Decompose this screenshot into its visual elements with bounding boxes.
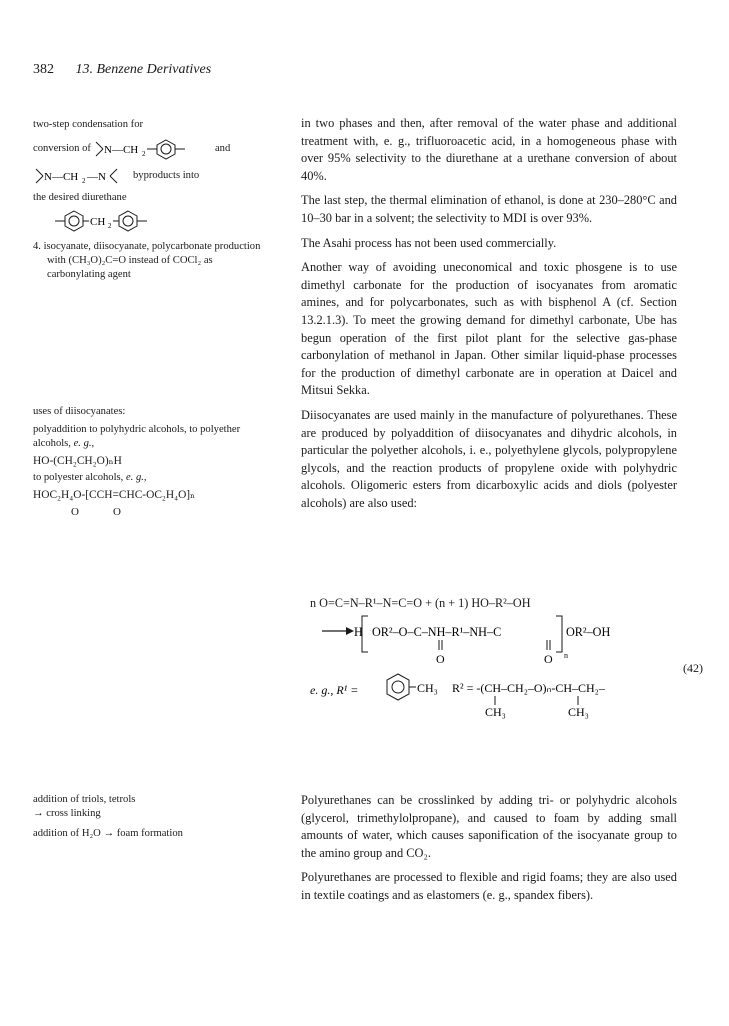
uses-line2	[33, 471, 251, 485]
foam-line: addition of H₂O → foam formation	[33, 828, 183, 839]
carbonyl-o-left: O	[436, 652, 445, 666]
sidenote-uses	[33, 405, 251, 519]
crosslink-line1: addition of triols, tetrols	[33, 794, 136, 805]
main-text-lower	[301, 792, 677, 912]
paragraph-asahi: The Asahi process has not been used commercially.	[301, 235, 557, 250]
scheme-structures	[310, 590, 710, 790]
conversion-label: conversion of	[33, 143, 91, 154]
r2-ch3-b: CH₃	[568, 705, 589, 719]
page-header	[33, 62, 211, 78]
desired-label: the desired diurethane	[33, 192, 127, 203]
r2-ch3-a: CH₃	[485, 705, 506, 719]
paragraph-two-phases: in two phases and then, after removal of the water phase and additional treatment with, e. g., trifluoroacetic acid, in a homogeneous phase with over 95% selectivity to the diurethane at a urethane conversion of about 40%.	[301, 116, 677, 183]
carbonyl-o-2: O	[113, 506, 121, 518]
svg-text:N—CH: N—CH	[44, 171, 79, 183]
sidenote-intro: two-step condensation for	[33, 119, 144, 130]
byproducts-label: byproducts into	[133, 170, 200, 181]
n-ch2-benzene-structure	[93, 137, 213, 161]
uses-eg: e. g.,	[73, 438, 95, 449]
uses-eg2: e. g.,	[125, 472, 147, 483]
product-mid: OR²–O–C–NH–R¹–NH–C	[372, 625, 502, 639]
scheme-reactants: n O=C=N–R¹–N=C=O + (n + 1) HO–R²–OH	[310, 596, 531, 610]
eg-r1: e. g., R¹ =	[310, 683, 359, 697]
conversion-formula	[33, 137, 251, 161]
product-end: OR²–OH	[566, 625, 611, 639]
uses-title: uses of diisocyanates:	[33, 406, 126, 417]
uses-line1-text: polyaddition to polyhydric alcohols, to polyether alcohols,	[33, 424, 241, 449]
svg-text:2: 2	[141, 150, 146, 158]
ch2-text: CH	[90, 216, 106, 228]
page-number: 382	[33, 62, 54, 77]
paragraph-diisocyanates: Diisocyanates are used mainly in the manufacture of polyurethanes. These are produced by polyaddition of diisocyanates and dihydric alcohols, in particular the polyether alcohols, i. e., polyethylene glycols, polypropylene glycols, and the reaction products of propylene oxide with polyhydric alcohols. Oligomeric esters from dicarboxylic acids and diols (polyester alcohols) are also used:	[301, 407, 677, 510]
chapter-title: 13. Benzene Derivatives	[75, 62, 212, 77]
equation-number: (42)	[683, 661, 703, 675]
diphenylmethane-structure	[55, 207, 175, 235]
polyester-formula: HOC₂H₄O‐[CCH=CHC‐OC₂H₄O]ₙ	[33, 489, 196, 501]
byproduct-formula	[33, 164, 251, 188]
carbonyl-o-1: O	[71, 506, 79, 518]
sidenote-crosslinking	[33, 793, 251, 841]
main-text-upper	[301, 115, 677, 519]
paragraph-foams: Polyurethanes are processed to flexible and rigid foams; they are also used in textile coatings and as elastomers (e. g., spandex fibers).	[301, 870, 677, 902]
reaction-scheme	[310, 590, 710, 790]
r2-definition: R² = ‐(CH–CH₂–O)ₙ‐CH–CH₂–	[452, 681, 605, 695]
and-label: and	[214, 143, 231, 154]
product-h: H	[354, 625, 363, 639]
sidenote-dmc: 4. isocyanate, diisocyanate, polycarbonate production with (CH₃O)₂C=O instead of COCl₂ as carbonylating agent	[33, 241, 261, 280]
svg-text:2: 2	[82, 177, 86, 185]
svg-text:N—CH: N—CH	[103, 144, 139, 156]
sidenote-condensation	[33, 118, 251, 235]
carbonyl-o-right: O	[544, 652, 553, 666]
uses-line2-text: to polyester alcohols,	[33, 472, 124, 483]
polyether-formula: HO‐(CH₂CH₂O)ₙH	[33, 455, 122, 467]
crosslink-line2: → cross linking	[33, 808, 101, 819]
repeat-n: n	[564, 651, 568, 660]
toluene-ch3: CH₃	[417, 681, 438, 695]
paragraph-dimethyl-carbonate: Another way of avoiding uneconomical and toxic phosgene is to use dimethyl carbonate for the production of isocyanates from aromatic amines, and for polycarbonates, such as with bisphenol A (cf. Section 13.2.1.3). To meet the growing demand for dimethyl carbonate, Ube has begun operation of the first pilot plant for the selective gas-phase carbonylation of methanol in Japan. Other similar liquid-phase processes for the production of dimethyl carbonate are in operation at Daicel and Mitsui Sekka.	[301, 260, 677, 398]
svg-text:—N: —N	[87, 171, 106, 183]
carbonyl-oxygens	[33, 505, 251, 519]
paragraph-crosslinking: Polyurethanes can be crosslinked by adding tri- or polyhydric alcohols (glycerol, trimethylolpropane), and caused to foam by adding small amounts of water, which causes saponification of the isocyanate group to the amino group and CO₂.	[301, 793, 677, 860]
paragraph-thermal-elimination: The last step, the thermal elimination of ethanol, is done at 230–280°C and 10–30 bar in a solvent; the selectivity to MDI is over 93%.	[301, 193, 677, 225]
ch2-subscript: 2	[108, 222, 112, 230]
uses-line1	[33, 423, 251, 451]
n-ch2-n-structure	[33, 164, 131, 188]
